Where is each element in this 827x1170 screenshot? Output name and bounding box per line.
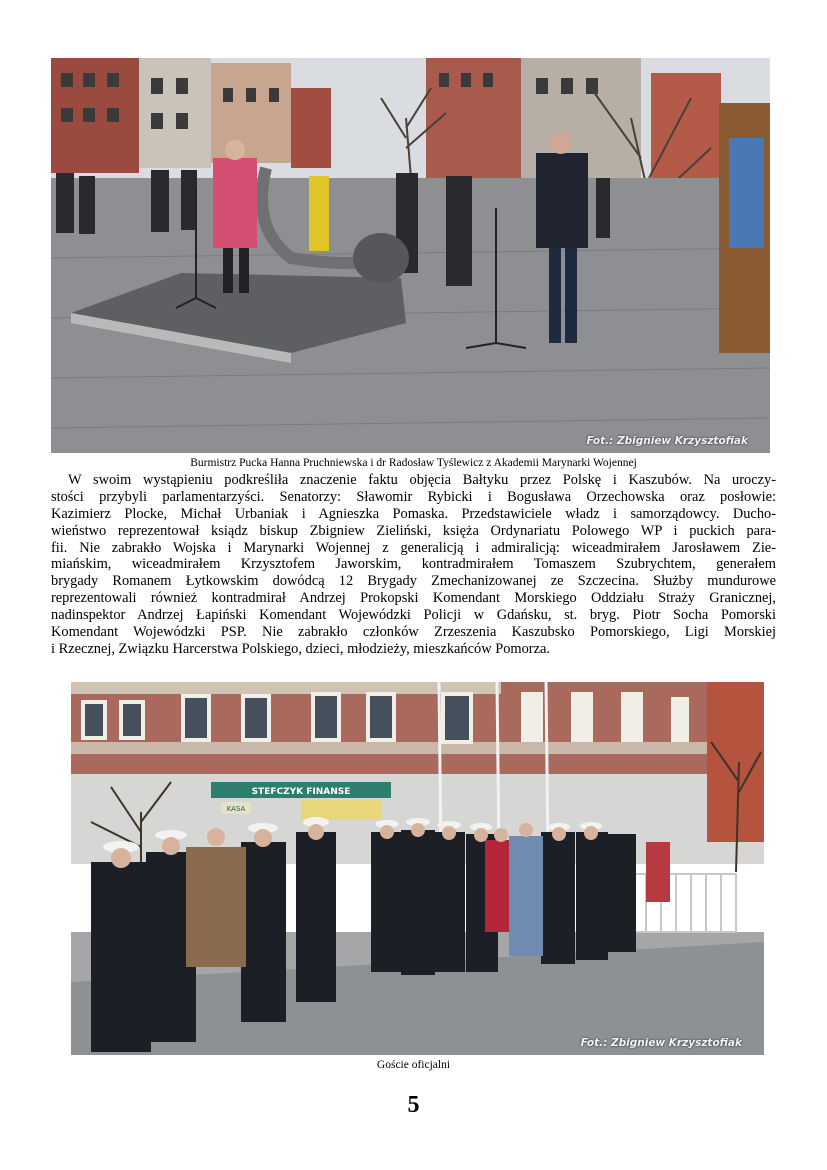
photo-speakers-at-podium [51,58,770,453]
photo-credit: Fot.: Zbigniew Krzysztofiak [586,435,748,447]
article-line: W swoim wystąpieniu podkreśliła znaczenie faktu objęcia Bałtyku przez Polskę i Kaszubów. Na uroczy- [68,472,776,488]
photo-speakers-illustration [51,58,770,453]
article-line: fii. Nie zabrakło Wojska i Marynarki Wojennej z generalicją i admiralicją: wiceadmirałem Jarosławem Zie- [51,539,776,556]
page-number: 5 [407,1092,420,1118]
photo-credit: Fot.: Zbigniew Krzysztofiak [580,1037,742,1049]
article-line: reprezentowali również kontradmirał Andrzej Prokopski Komendant Morskiego Oddziału Straży Granicznej, [51,590,776,607]
article-line: i Rzecznej, Związku Harcerstwa Polskiego, dzieci, młodzieży, mieszkańców Pomorza. [51,640,550,657]
article-body [51,472,776,658]
article-line: wieństwo reprezentował ksiądz biskup Zbigniew Zieliński, księża Ordynariatu Polowego WP i puckich para- [51,522,776,539]
photo-official-guests [71,682,764,1055]
article-line: brygady Romanem Łytkowskim dowódcą 12 Brygady Zmechanizowanej ze Szczecina. Służby mundurowe [51,573,776,590]
article-line: miańskim, wiceadmirałem Krzysztofem Jaworskim, kontradmirałem Tomaszem Szubrychtem, generałem [51,556,776,573]
article-line: nadinspektor Andrzej Łapiński Komendant Wojewódzki Policji w Gdańsku, st. bryg. Piotr Socha Pomorski [51,607,776,624]
photo-caption: Goście oficjalni [376,1059,451,1071]
article-line: Kazimierz Plocke, Michał Urbaniak i Agnieszka Pomaska. Przedstawiciele władz i samorządowcy. Ducho- [51,505,776,522]
article-line: stości przybyli parlamentarzyści. Senatorzy: Sławomir Rybicki i Bogusława Orzechowska oraz posłowie: [51,488,776,505]
photo-guests-illustration [71,682,764,1055]
article-line: Komendant Wojewódzki PSP. Nie zabrakło członków Zrzeszenia Kaszubsko Pomorskiego, Ligi Morskiej [51,624,776,641]
sign-stefczyk: STEFCZYK FINANSE [251,787,351,797]
sign-kasa: KASA [226,805,246,813]
photo-caption: Burmistrz Pucka Hanna Pruchniewska i dr Radosław Tyślewicz z Akademii Marynarki Wojennej [190,457,637,469]
